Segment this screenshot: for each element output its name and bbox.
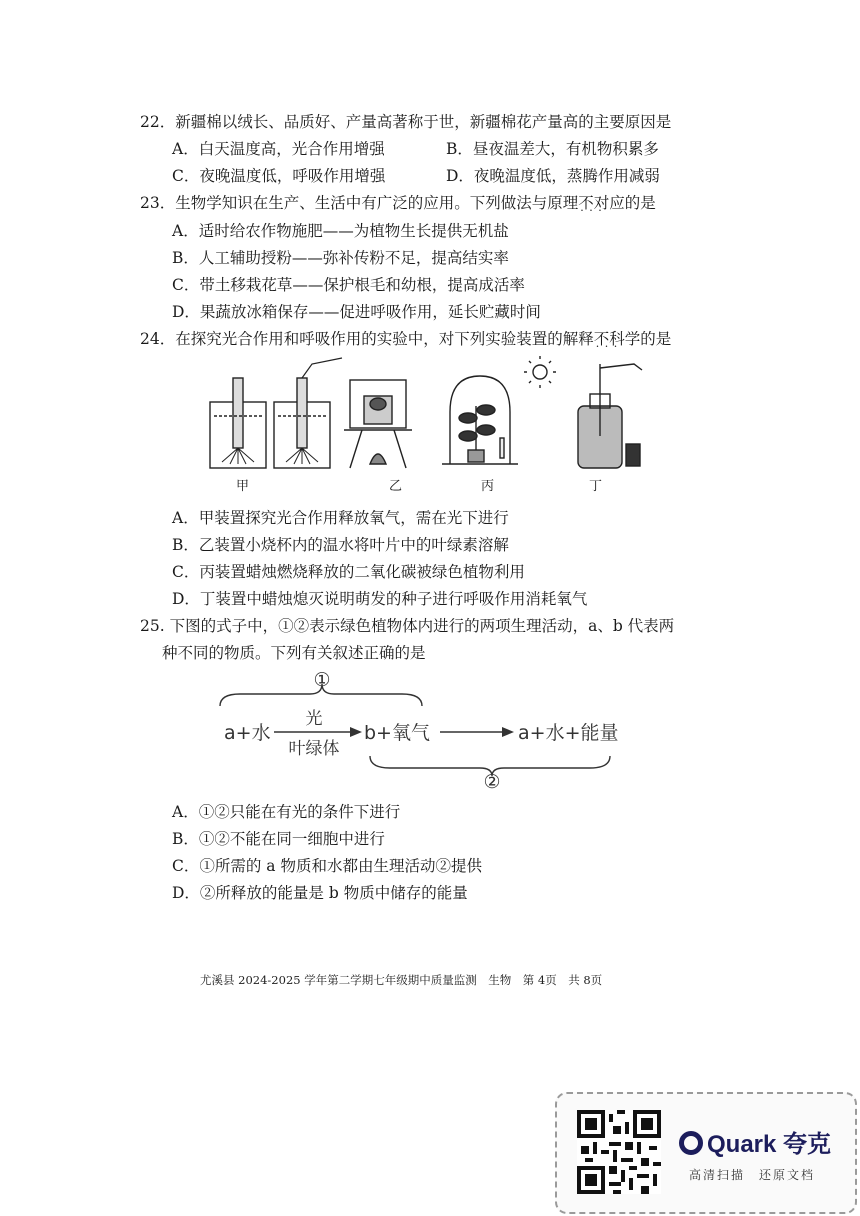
q24-apparatus-figure (200, 356, 660, 476)
page-footer: 尤溪县 2024-2025 学年第二学期七年级期中质量监测 生物 第 4页 共 8页 (200, 973, 603, 987)
q25-option-b: B．①②不能在同一细胞中进行 (172, 830, 385, 848)
q25-option-d: D．②所释放的能量是 b 物质中储存的能量 (172, 884, 468, 902)
quark-brand: Quark 夸克 (707, 1131, 832, 1158)
q23-option-c: C．带土移栽花草——保护根毛和幼根，提高成活率 (172, 276, 525, 294)
q23-stem-suffix: 的是 (624, 194, 656, 212)
q24-stem-prefix: 24．在探究光合作用和呼吸作用的实验中，对下列实验装置的解释 (140, 330, 594, 348)
eq-middle: b+氧气 (364, 722, 430, 744)
q23-stem (140, 192, 656, 214)
q22-option-d: D．夜晚温度低，蒸腾作用减弱 (446, 167, 660, 185)
q25-option-c: C．①所需的 a 物质和水都由生理活动②提供 (172, 857, 482, 875)
eq-right: a+水+能量 (518, 722, 619, 744)
q24-option-b: B．乙装置小烧杯内的温水将叶片中的叶绿素溶解 (172, 536, 509, 554)
eq-left: a+水 (224, 722, 271, 744)
q22-option-a: A．白天温度高，光合作用增强 (172, 140, 385, 158)
quark-logo-icon (679, 1131, 703, 1155)
fig-label-jia: 甲 (236, 479, 250, 494)
q23-option-b: B．人工辅助授粉——弥补传粉不足，提高结实率 (172, 249, 509, 267)
q22-option-c: C．夜晚温度低，呼吸作用增强 (172, 167, 386, 185)
apparatus-jia (210, 358, 342, 468)
q23-stem-emphasis: 不对应 · · · (578, 192, 625, 214)
q23-stem-prefix: 23．生物学知识在生产、生活中有广泛的应用。下列做法与原理 (140, 194, 579, 212)
q22-option-b: B．昼夜温差大，有机物积累多 (446, 140, 659, 158)
fig-label-ding: 丁 (589, 479, 603, 494)
q24-stem-suffix: 的是 (640, 330, 672, 348)
apparatus-yi (344, 380, 412, 468)
q24-option-d: D．丁装置中蜡烛熄灭说明萌发的种子进行呼吸作用消耗氧气 (172, 590, 588, 608)
apparatus-bing (442, 356, 556, 464)
q25-option-a: A．①②只能在有光的条件下进行 (172, 803, 401, 821)
q24-option-a: A．甲装置探究光合作用释放氧气，需在光下进行 (172, 509, 509, 527)
q24-option-c: C．丙装置蜡烛燃烧释放的二氧化碳被绿色植物利用 (172, 563, 525, 581)
apparatus-ding (578, 364, 642, 468)
q25-equation-diagram (210, 672, 620, 792)
quark-tagline: 高清扫描 还原文档 (689, 1168, 816, 1182)
quark-logo (679, 1124, 831, 1159)
q22-stem: 22．新疆棉以绒长、品质好、产量高著称于世，新疆棉花产量高的主要原因是 (140, 113, 672, 131)
q24-stem (140, 328, 671, 350)
eq-arrow-top: 光 (305, 709, 323, 729)
eq-circle-2: ② (483, 771, 501, 792)
eq-arrow-bottom: 叶绿体 (288, 739, 340, 759)
qr-code-icon (577, 1108, 661, 1196)
fig-label-bing: 丙 (481, 479, 495, 494)
q25-stem-line1: 25. 下图的式子中，①②表示绿色植物体内进行的两项生理活动，a、b 代表两 (140, 617, 675, 635)
q25-stem-line2: 种不同的物质。下列有关叙述正确的是 (162, 644, 426, 662)
fig-label-yi: 乙 (389, 479, 403, 494)
eq-circle-1: ① (313, 672, 331, 691)
quark-watermark (555, 1092, 857, 1214)
q24-stem-emphasis: 不科学 · · · (594, 328, 641, 350)
q23-option-d: D．果蔬放冰箱保存——促进呼吸作用，延长贮藏时间 (172, 303, 541, 321)
q23-option-a: A．适时给农作物施肥——为植物生长提供无机盐 (172, 222, 509, 240)
